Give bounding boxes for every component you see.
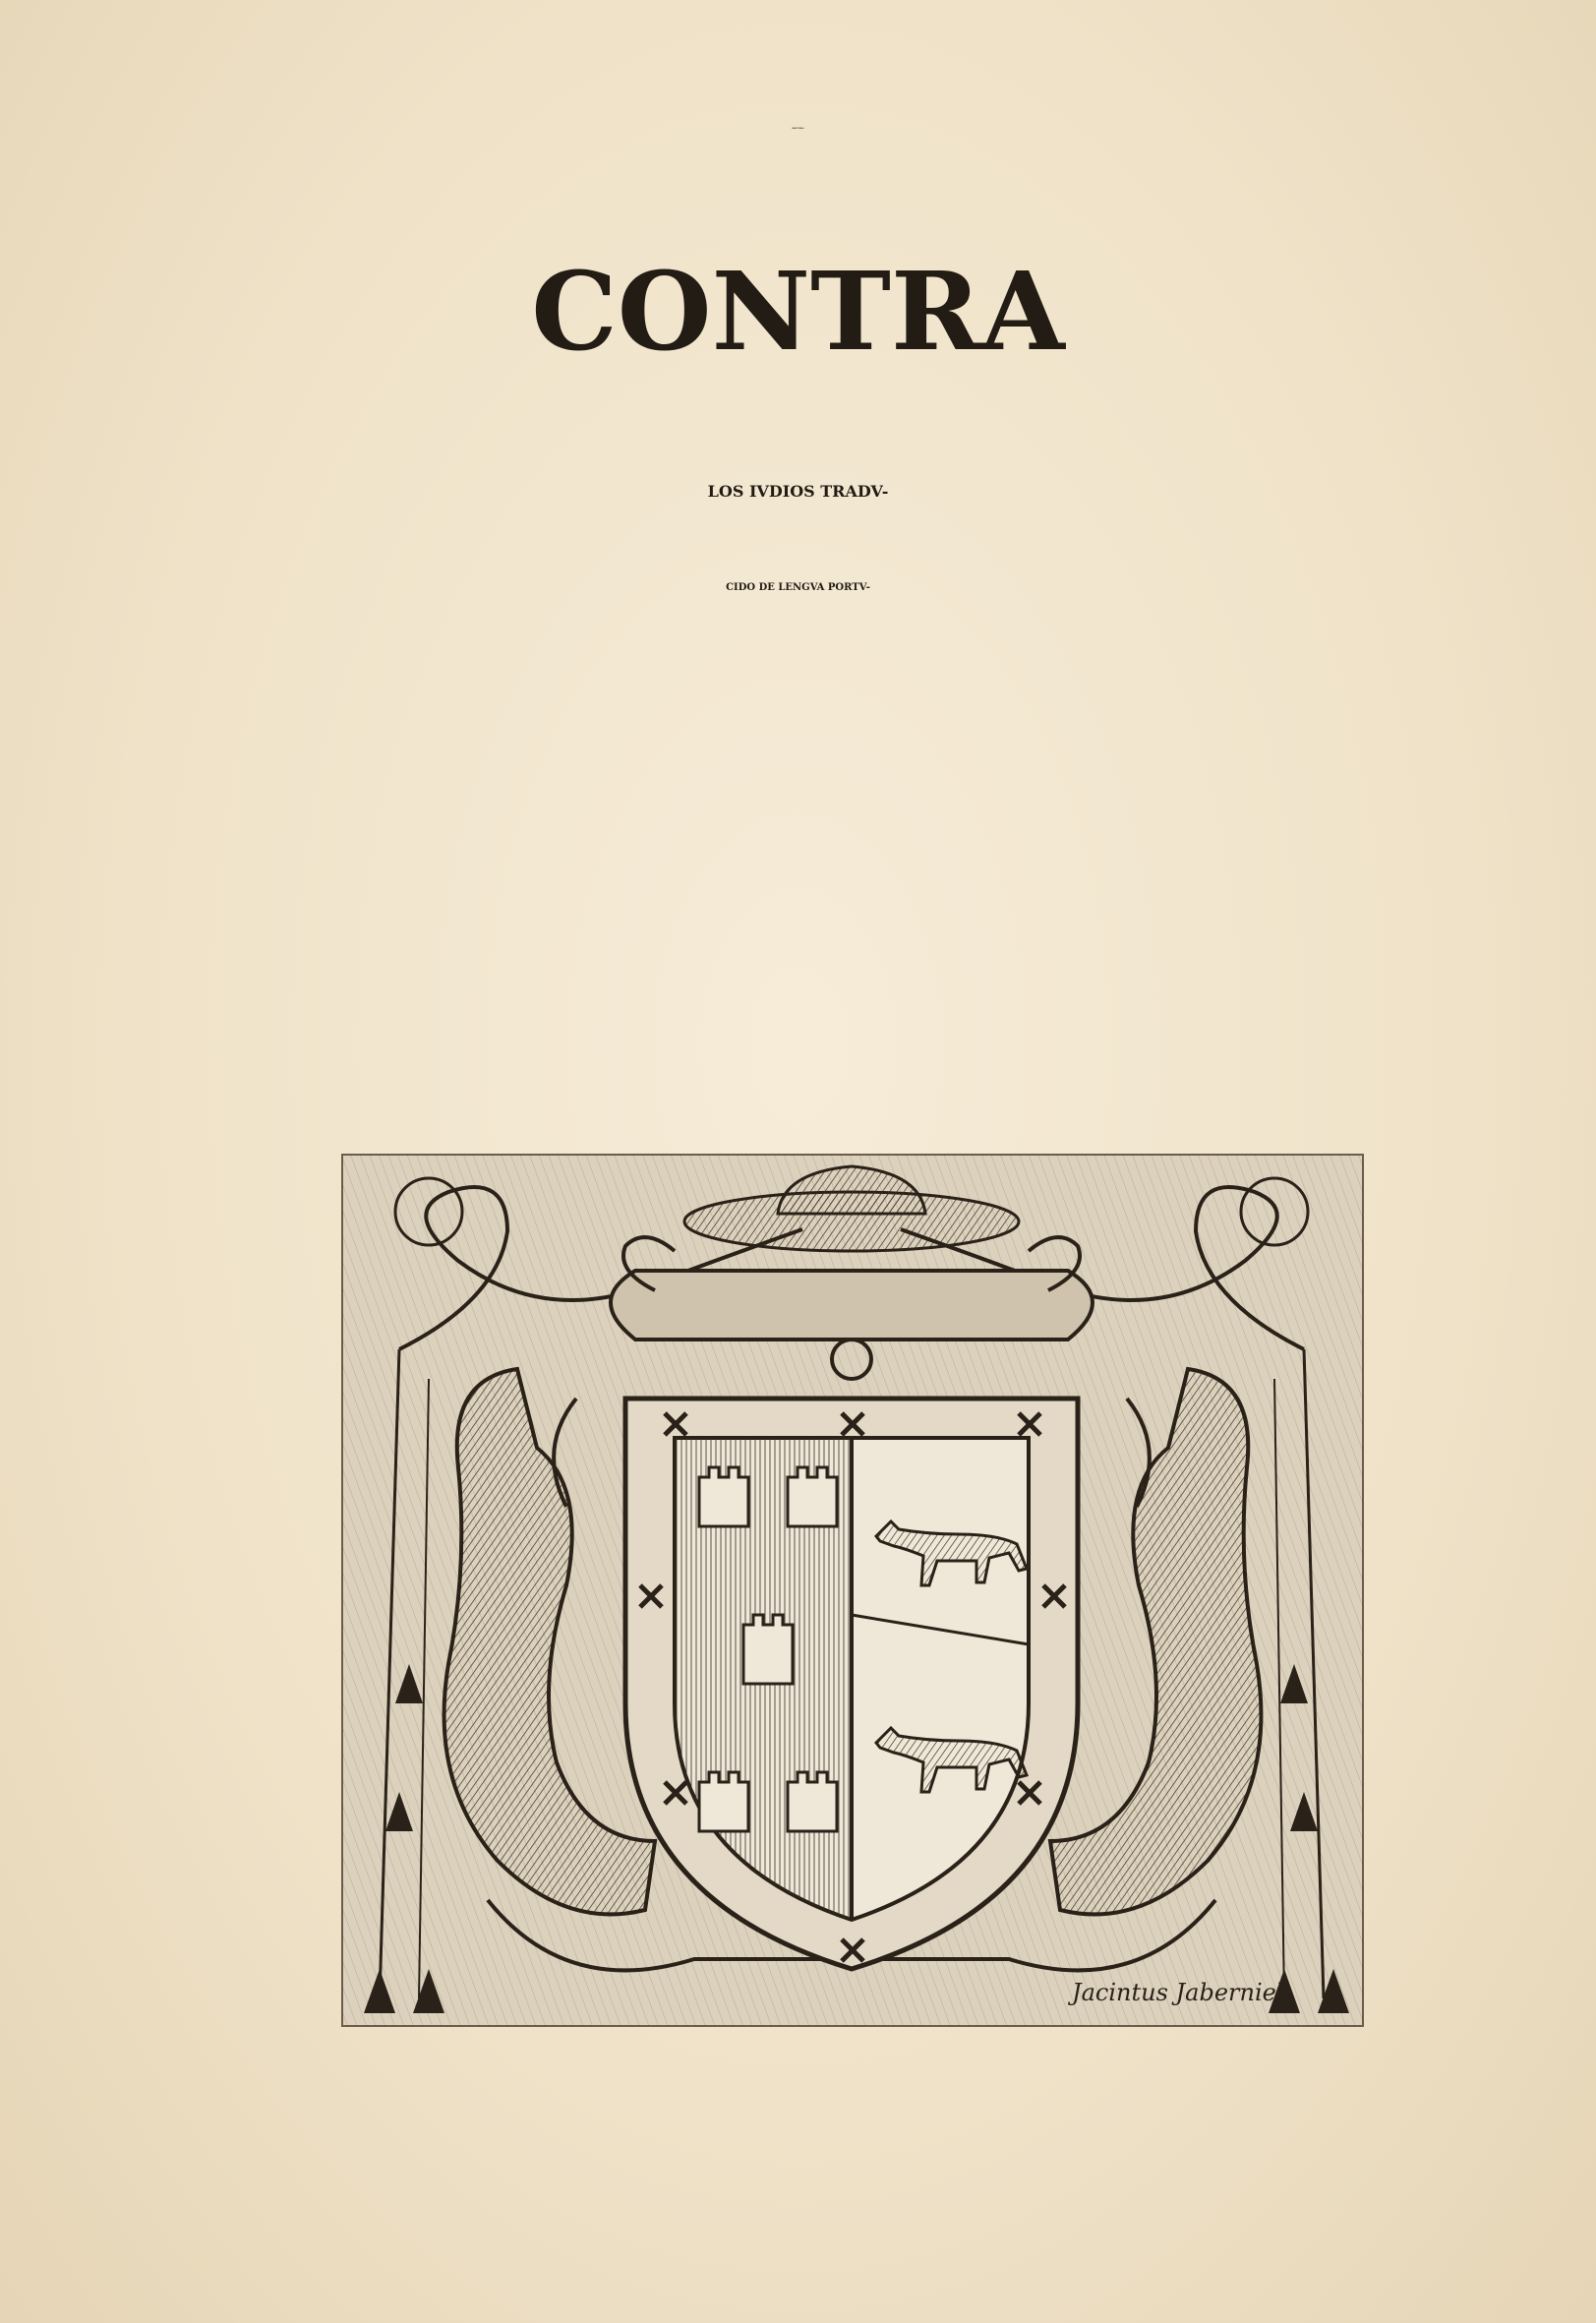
title-contra: CONTRA bbox=[531, 248, 1065, 375]
title-discurso: DISCVRSO bbox=[792, 128, 804, 130]
engraver-signature: Jacintus Jaberniel. bbox=[1072, 1979, 1292, 2006]
coat-of-arms-engraving bbox=[340, 1153, 1365, 2028]
shield-icon bbox=[625, 1399, 1078, 1969]
title-line-cido: CIDO DE LENGVA PORTV- bbox=[726, 582, 870, 593]
title-line-iudios: LOS IVDIOS TRADV- bbox=[707, 482, 889, 501]
